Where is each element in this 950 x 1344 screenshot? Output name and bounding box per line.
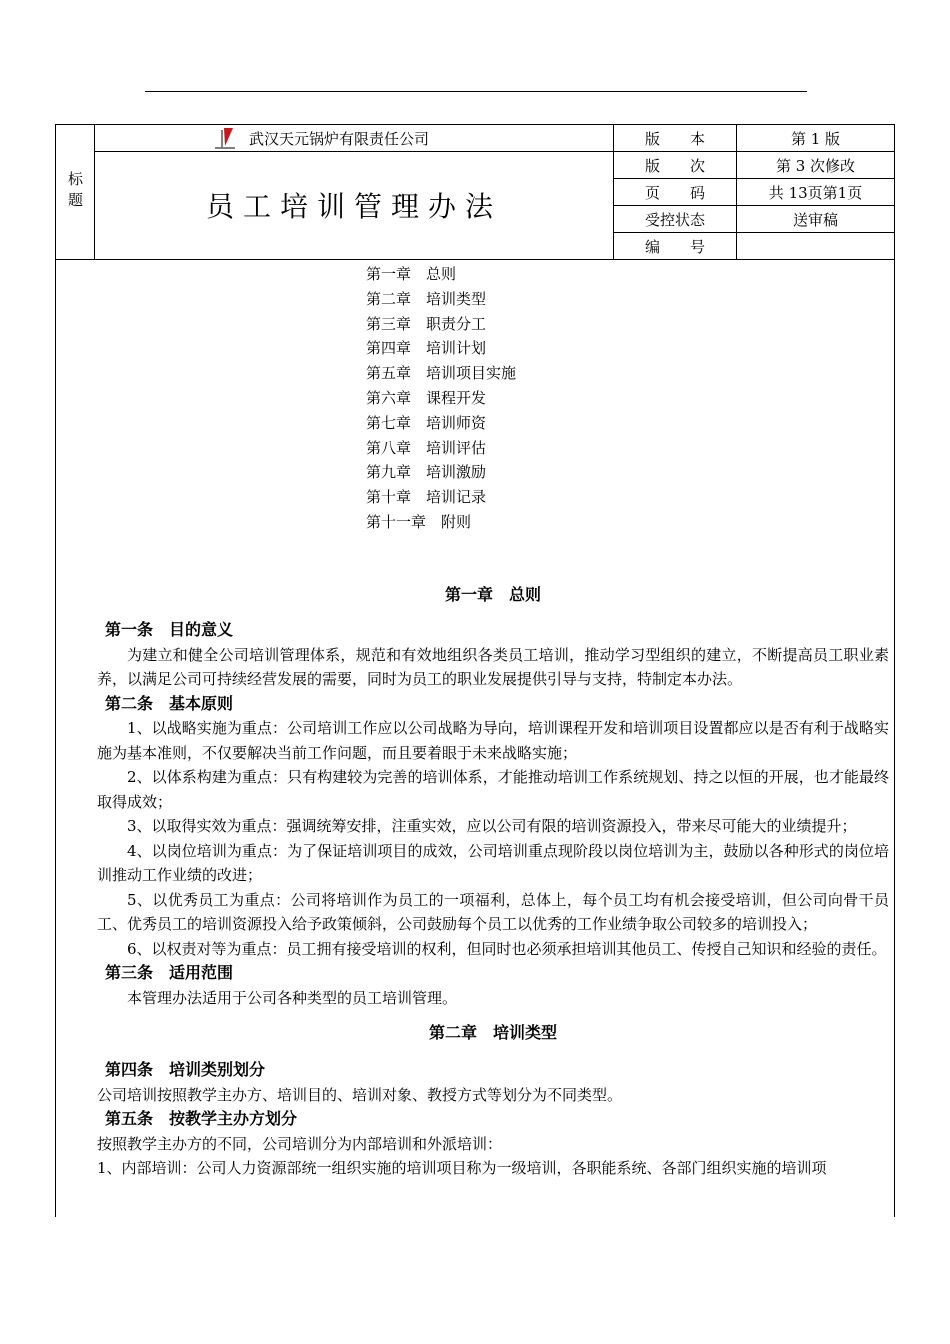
article-3-title: 第三条 适用范围 (105, 963, 234, 982)
article-2-item-2: 2、以体系构建为重点：只有构建较为完善的培训体系，才能推动培训工作系统规划、持之以恒的开展，也才能最终取得成效； (97, 768, 889, 811)
version-label: 版 本 (644, 129, 705, 148)
version-value: 第 1 版 (790, 129, 841, 148)
company-name: 武汉天元锅炉有限责任公司 (249, 129, 430, 148)
chapter-2-title: 第二章 培训类型 (428, 1023, 557, 1042)
article-2-item-4: 4、以岗位培训为重点：为了保证培训项目的成效，公司培训重点现阶段以岗位培训为主，鼓励以各种形式的岗位培训推动工作业绩的改进； (97, 841, 889, 884)
table-of-contents (366, 262, 766, 535)
toc-item: 第九章 培训激励 (366, 463, 487, 482)
article-1-title: 第一条 目的意义 (105, 620, 234, 639)
toc-item: 第一章 总则 (366, 265, 457, 283)
control-status-label: 受控状态 (644, 210, 705, 229)
company-row (101, 125, 651, 151)
article-2-item-5: 5、以优秀员工为重点：公司将培训作为员工的一项福利，总体上，每个员工均有机会接受培训，但公司向骨干员工、优秀员工的培训资源投入给予政策倾斜，公司鼓励每个员工以优秀的工作业绩争取公司较多的培训投入； (97, 890, 889, 933)
article-2-item-6: 6、以权责对等为重点：员工拥有接受培训的权利，但同时也必须承担培训其他员工、传授自己知识和经验的责任。 (127, 939, 887, 958)
revision-label: 版 次 (644, 156, 705, 175)
page-value: 共 13页第1页 (768, 183, 863, 202)
article-4-paragraph: 公司培训按照教学主办方、培训目的、培训对象、教授方式等划分为不同类型。 (97, 1085, 623, 1104)
article-3-paragraph: 本管理办法适用于公司各种类型的员工培训管理。 (127, 988, 458, 1007)
toc-item: 第八章 培训评估 (366, 438, 487, 457)
article-5-paragraph: 按照教学主办方的不同，公司培训分为内部培训和外派培训： (97, 1134, 503, 1153)
header-top-rule (145, 91, 807, 92)
control-status-value: 送审稿 (792, 210, 838, 229)
toc-item: 第七章 培训师资 (366, 413, 487, 432)
article-2-item-3: 3、以取得实效为重点：强调统筹安排，注重实效，应以公司有限的培训资源投入，带来尽可能大的业绩提升； (127, 817, 857, 835)
toc-item: 第四章 培训计划 (366, 339, 487, 358)
toc-item: 第十章 培训记录 (366, 488, 487, 507)
toc-item: 第三章 职责分工 (366, 314, 487, 333)
document-body (97, 580, 889, 1181)
chapter-1-title: 第一章 总则 (444, 585, 541, 604)
toc-item: 第五章 培训项目实施 (366, 364, 517, 383)
article-2-title: 第二条 基本原则 (105, 693, 234, 713)
toc-item: 第六章 课程开发 (366, 388, 487, 407)
article-5-title: 第五条 按教学主办方划分 (105, 1109, 298, 1128)
number-value (737, 233, 894, 259)
document-frame (55, 124, 895, 1217)
document-header-table (56, 125, 894, 260)
article-1-paragraph: 为建立和健全公司培训管理体系，规范和有效地组织各类员工培训，推动学习型组织的建立，不断提高员工职业素养，以满足公司可持续经营发展的需要，同时为员工的职业发展提供引导与支持，特制定本办法。 (97, 645, 889, 688)
revision-value: 第 3 次修改 (775, 156, 856, 175)
title-label-text: 标题 (66, 171, 84, 213)
company-logo-icon (215, 127, 235, 149)
document-title: 员工培训管理办法 (205, 190, 502, 223)
toc-item: 第十一章 附则 (366, 512, 472, 531)
article-2-item-1: 1、以战略实施为重点：公司培训工作应以公司战略为导向，培训课程开发和培训项目设置都应以是否有利于战略实施为基本准则，不仅要解决当前工作问题，而且要着眼于未来战略实施； (97, 719, 889, 762)
title-label (56, 125, 94, 259)
number-label: 编 号 (644, 237, 705, 256)
article-5-item-1: 1、内部培训：公司人力资源部统一组织实施的培训项目称为一级培训，各职能系统、各部门组织实施的培训项 (97, 1159, 827, 1177)
toc-item: 第二章 培训类型 (366, 289, 487, 308)
page-label: 页 码 (644, 183, 705, 202)
article-4-title: 第四条 培训类别划分 (105, 1060, 266, 1079)
